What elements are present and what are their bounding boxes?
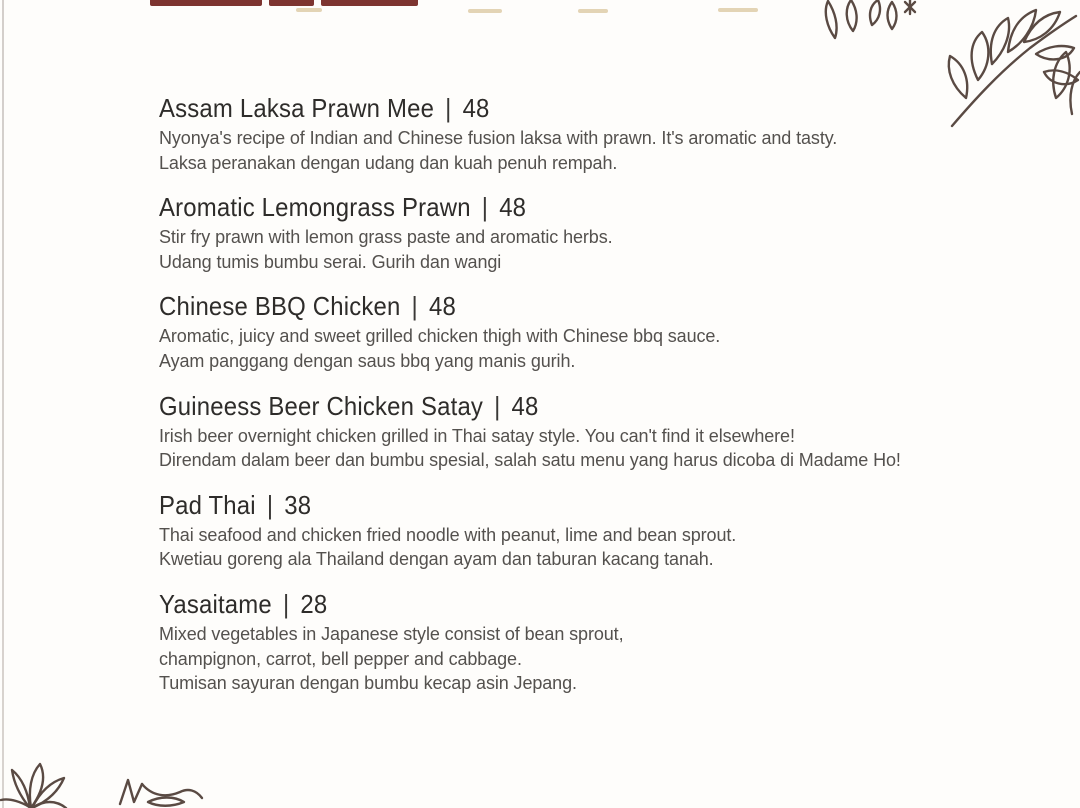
menu-item-assam-laksa: [159, 94, 989, 175]
menu-item-description-en: Mixed vegetables in Japanese style consist of bean sprout,: [159, 623, 624, 644]
menu-item-description-en2: champignon, carrot, bell pepper and cabbage.: [159, 648, 522, 669]
leaf-sketch-bottom-left-icon: [0, 760, 210, 808]
menu-item-description-id: Direndam dalam beer dan bumbu spesial, salah satu menu yang harus dicoba di Madame Ho!: [159, 450, 901, 471]
menu-item-description-en: Nyonya's recipe of Indian and Chinese fusion laksa with prawn. It's aromatic and tasty.: [159, 128, 838, 148]
menu-item-pad-thai: [159, 491, 989, 572]
menu-item-description-en: Thai seafood and chicken fried noodle with peanut, lime and bean sprout.: [159, 524, 737, 545]
price-separator: |: [481, 192, 489, 223]
menu-item-yasaitame: [159, 590, 989, 696]
menu-item-description-id: Kwetiau goreng ala Thailand dengan ayam dan taburan kacang tanah.: [159, 549, 714, 570]
cropped-subheading-mark: [578, 9, 608, 13]
menu-item-price: 28: [300, 588, 328, 619]
menu-item-title: [159, 590, 327, 619]
menu-items-list: [159, 94, 989, 714]
menu-item-bbq-chicken: [159, 292, 989, 373]
cropped-subheading-mark: [296, 8, 322, 12]
menu-item-description-en: Irish beer overnight chicken grilled in Thai satay style. You can't find it elsewhere!: [159, 425, 795, 446]
price-separator: |: [494, 390, 501, 421]
cropped-heading-segment: [269, 0, 314, 6]
menu-item-description-id: Udang tumis bumbu serai. Gurih dan wangi: [159, 251, 502, 272]
price-separator: |: [282, 588, 290, 619]
menu-item-name: Yasaitame: [159, 588, 272, 619]
menu-item-name: Pad Thai: [159, 489, 256, 520]
cropped-heading-segment: [321, 0, 418, 6]
menu-item-description-en: Stir fry prawn with lemon grass paste and aromatic herbs.: [159, 227, 613, 248]
cropped-heading-fragment: [0, 0, 1080, 14]
menu-item-description-en: Aromatic, juicy and sweet grilled chicken thigh with Chinese bbq sauce.: [159, 326, 721, 347]
menu-item-beer-chicken-satay: [159, 392, 989, 473]
menu-item-description-id: Laksa peranakan dengan udang dan kuah penuh rempah.: [159, 152, 618, 173]
price-separator: |: [411, 291, 418, 322]
menu-item-title: [159, 94, 490, 123]
cropped-subheading-mark: [468, 9, 502, 13]
price-separator: |: [266, 489, 274, 520]
menu-item-description-id: Ayam panggang dengan saus bbq yang manis gurih.: [159, 350, 576, 371]
menu-item-name: Assam Laksa Prawn Mee: [159, 93, 435, 123]
menu-item-title: [159, 292, 456, 321]
menu-item-title: [159, 193, 526, 222]
menu-item-name: Chinese BBQ Chicken: [159, 291, 401, 322]
menu-item-price: 48: [428, 291, 456, 322]
cropped-heading-segment: [150, 0, 262, 6]
menu-item-title: [159, 392, 539, 421]
menu-item-name: Guineess Beer Chicken Satay: [159, 390, 484, 421]
price-separator: |: [445, 93, 452, 123]
menu-item-description-id: Tumisan sayuran dengan bumbu kecap asin Jepang.: [159, 673, 577, 694]
menu-item-price: 48: [499, 192, 527, 223]
page-scan-edge-line: [2, 0, 4, 808]
menu-item-price: 48: [462, 93, 490, 123]
menu-item-lemongrass-prawn: [159, 193, 989, 274]
menu-item-title: [159, 491, 311, 520]
menu-item-price: 48: [511, 390, 539, 421]
menu-item-name: Aromatic Lemongrass Prawn: [159, 192, 471, 223]
menu-item-price: 38: [284, 489, 312, 520]
cropped-subheading-mark: [718, 8, 758, 12]
